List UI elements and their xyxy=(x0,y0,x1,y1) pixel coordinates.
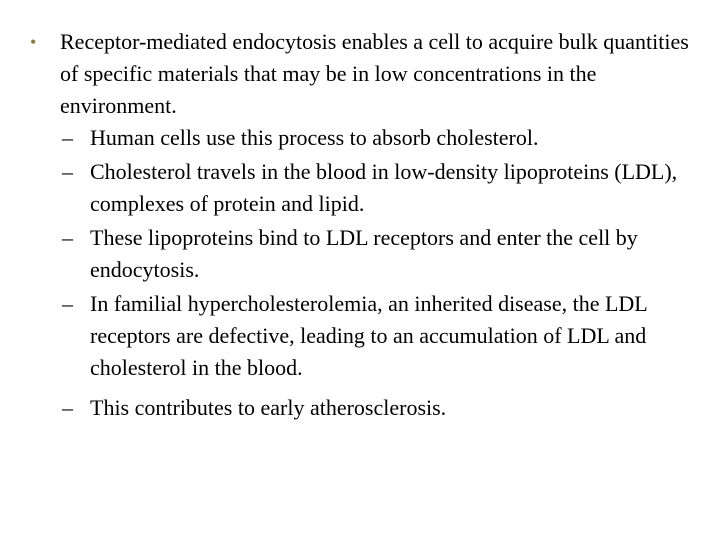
sub-bullet-text: Cholesterol travels in the blood in low-density lipoproteins (LDL), complexes of protein and lipid. xyxy=(90,159,678,216)
dash-marker: – xyxy=(62,159,73,184)
main-bullet-text: Receptor-mediated endocytosis enables a cell to acquire bulk quantities of specific materials that may be in low concentrations in the environment. xyxy=(60,29,689,118)
sub-bullet-text: This contributes to early atherosclerosis. xyxy=(90,395,447,420)
sub-bullet-text: In familial hypercholesterolemia, an inherited disease, the LDL receptors are defective, leading to an accumulation of LDL and cholesterol in the blood. xyxy=(90,291,647,380)
main-bullet xyxy=(30,26,690,122)
sub-bullet-item xyxy=(62,392,690,424)
dash-marker: – xyxy=(62,225,73,250)
bullet-marker: • xyxy=(30,32,37,52)
sub-bullet-text: These lipoproteins bind to LDL receptors and enter the cell by endocytosis. xyxy=(90,225,638,282)
sub-bullet-list xyxy=(62,122,690,426)
sub-bullet-item xyxy=(62,222,690,286)
dash-marker: – xyxy=(62,395,73,420)
dash-marker: – xyxy=(62,291,73,316)
sub-bullet-text: Human cells use this process to absorb cholesterol. xyxy=(90,125,539,150)
sub-bullet-item xyxy=(62,156,690,220)
dash-marker: – xyxy=(62,125,73,150)
sub-bullet-item xyxy=(62,122,690,154)
sub-bullet-item xyxy=(62,288,690,384)
